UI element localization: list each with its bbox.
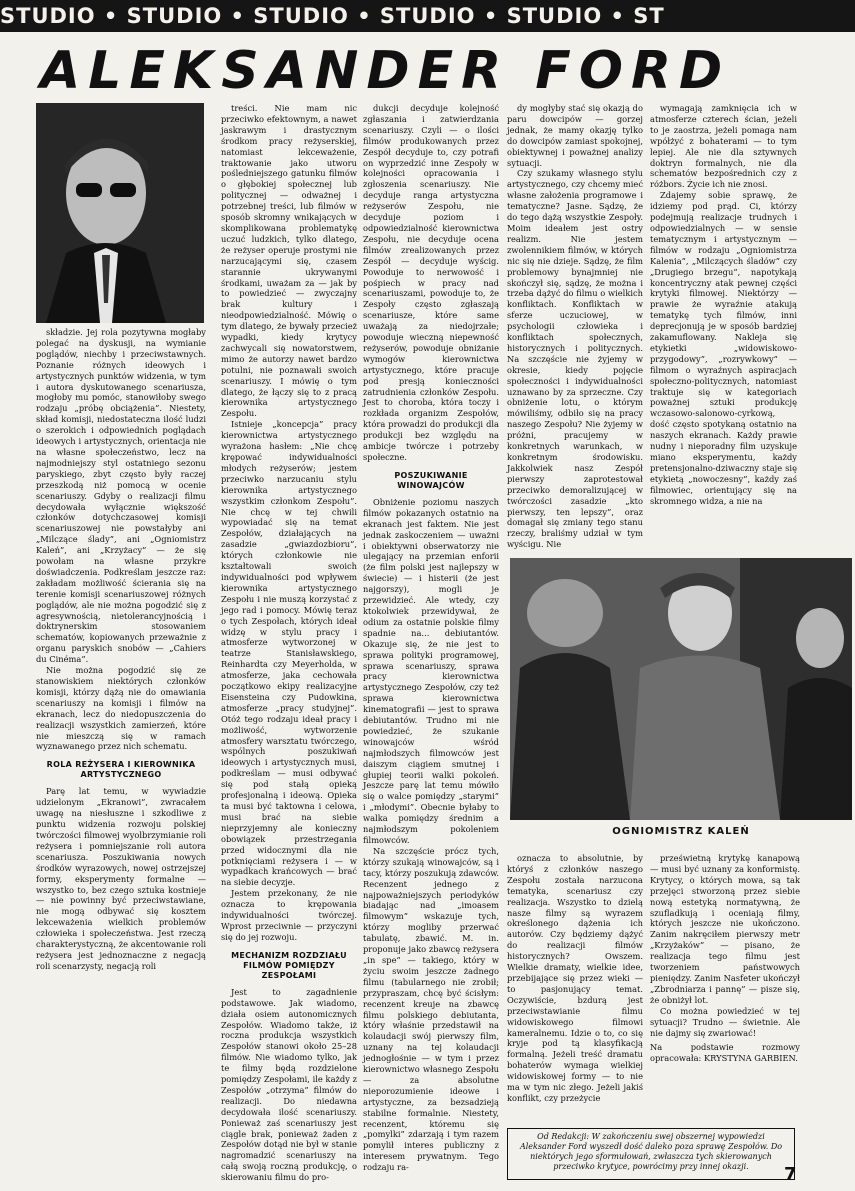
- section-heading: ROLA REŻYSERA I KIEROWNIKA ARTYSTYCZNEGO: [46, 760, 196, 780]
- paragraph: dy mogłyby stać się okazją do paru dowcipów — gorzej jednak, że mamy okazję tylko do dowcipów zamiast spokojnej, obiektywnej i poważnej analizy sytuacji.: [507, 103, 643, 168]
- paragraph: Obniżenie poziomu naszych filmów pokazanych ostatnio na ekranach jest faktem. Nie jest jednak zaskoczeniem — uważni i obiektywni obserwatorzy nie ulegający na przemian enforii (że film polski jest najlepszy w świecie) — i histerii (że jest najgorszy), mogli je przewidzieć. Ale wtedy, czy ktokolwiek przewidywał, że odium za ostatnie polskie filmy spadnie na... debiutantów. Okazuje się, że nie jest to sprawa polityki programowej, sprawa scenariuszy, sprawa pracy kierownictwa artystycznego Zespołów, czy też sprawa kierownictwa kinematografii — jest to sprawa debiutantów. Trudno mi nie powiedzieć, że szukanie winowajców wśród najmłodszych filmowców jest daiszym ciągiem smutnej i głupiej teorii walki pokoleń. Jeszcze parę lat temu mówiło się o walce pomiędzy „starymi” i „młodymi”. Obecnie byłaby to walka pomiędzy średnim a najmłodszym pokoleniem filmowców.: [363, 496, 499, 845]
- portrait-photo: [36, 103, 204, 323]
- film-still-photo: [510, 558, 852, 820]
- paragraph: prześwietną krytykę kanapową — musi być uznany za konformistę. Krytycy, o których mowa, są tak przejęci stworzoną przez siebie nową estetyką normatywną, że szufladkują i oceniają filmy, których jeszcze nie ukończono. Zanim nakręciłem pierwszy metr „Krzyżaków” — pisano, że realizacja tego filmu jest tworzeniem państwowych pieniędzy. Zanim Nasfeter ukończył „Zbrodniarza i pannę” — pisze się, że obniżył lot.: [650, 853, 800, 1005]
- editor-note: Od Redakcji: W zakończeniu swej obszernej wypowiedzi Aleksander Ford wyszedł dość daleko poza sprawę Zespołów. Do niektórych jego sformułowań, zwłaszcza tych skierowanych przeciwko krytyce, powrócimy przy innej okazji.: [507, 1128, 795, 1180]
- paragraph: Jestem przekonany, że nie oznacza to krępowania indywidualności twórczej. Wprost przeciwnie — przyczyni się do jej rozwoju.: [221, 888, 357, 942]
- text-column-1: [36, 327, 206, 1167]
- paragraph: składzie. Jej rola pozytywna mogłaby polegać na dyskusji, na wymianie poglądów, niechby i przeciwstawnych. Poznanie różnych ideowych i artystycznych punktów widzenia, w tym i autora dyskutowanego scenariusza, mogłoby mu pomóc, stanowiłoby swego rodzaju „próbę obciążenia”. Niestety, skład komisji, niedostateczna ilość ludzi o szerokich i odpowiednich poglądach ideowych i artystycznych, orientacja nie na własne społeczeństwo, lecz na najmodniejszy styl ostatniego sezonu paryskiego, zbyt często były raczej przeszkodą niż pomocą w ocenie scenariuszy. Gdyby o realizacji filmu decydowała wyłącznie większość członków dotychczasowej komisji scenariuszowej nie powstałyby ani „Milczące ślady”, ani „Ogniomistrz Kaleń”, ani „Krzyżacy” — że się powołam na własne przykre doświadczenia. Podkreślam jeszcze raz: zakładam możliwość ścierania się na terenie komisji scenariuszowej różnych poglądów, ale nie można pogodzić się z agresywnością, nietolerancyjnością i doktrynerskim stosowaniem schematów, kopiowanych przeważnie z organu paryskich snobów — „Cahiers du Cinéma”.: [36, 327, 206, 665]
- text-column-2: [221, 103, 357, 1183]
- text-column-5: [650, 103, 797, 553]
- page-number: 7: [784, 1164, 797, 1185]
- text-column-6: [507, 853, 643, 1127]
- paragraph: wymagają zamknięcia ich w atmosferze czterech ścian, jeżeli to je zaostrza, jeżeli pomaga nam wpółżyć z bohaterami — to tym lepiej. Ale nie dla sztywnych doktryn formalnych, nie dla schematów bezpośrednich czy z różbors. Życie ich nie znosi.: [650, 103, 797, 190]
- author-credit: Na podstawie rozmowy opracowała: KRYSTYNA GARBIEN.: [650, 1042, 800, 1064]
- paragraph: Nie można pogodzić się ze stanowiskiem niektórych członków komisji, którzy dążą nie do omawiania scenariuszy na komisji i filmów na ekranach, lecz do niedopuszczenia do realizacji wszystkich zamierzeń, które nie mieszczą się w ramach wyznawanego przez nich schematu.: [36, 665, 206, 752]
- paragraph: oznacza to absolutnie, by któryś z członków naszego Zespołu została narzucona tematyka, scenariusz czy realizacja. Wszystko to dzielą nasze filmy są wyrazem określonego dążenia ich autorów. Czy będziemy dążyć do realizacji filmów historycznych? Owszem. Wielkie dramaty, wielkie idee, przebijające się przez wieki — to pasjonujący temat. Oczywiście, bzdurą jest przeciwstawianie filmu widowiskowego filmowi kameralnemu. Idzie o to, co się kryje pod tą klasyfikacją formalną. Jeżeli treść dramatu bohaterów wymaga wielkiej widowiskowej formy — to nie ma w tym nic złego. Jeżeli jakiś konflikt, czy przeżycie: [507, 853, 643, 1103]
- paragraph: Co można powiedzieć w tej sytuacji? Trudno — świetnie. Ale nie dajmy się zwariować!: [650, 1005, 800, 1038]
- paragraph: Zdajemy sobie sprawę, że idziemy pod prąd. Ci, którzy podejmują realizacje trudnych i odpowiedzialnych — w sensie tematycznym i artystycznym — filmów w rodzaju „Ogniomistrza Kalenia”, „Milczących śladów” czy „Drugiego brzegu”, napotykają koncentryczny atak pewnej części krytyki filmowej. Niektórzy — prawie że wyraźnie atakują tematykę tych filmów, inni deprecjonują je w sposób bardziej zakamuflowany. Nakleja się etykietki „widowiskowo-przygodowy”, „rozrywkowy” — filmom o wyraźnych aspiracjach społeczno-politycznych, natomiast traktuje się w kategoriach poważnej sztuki produkcję wczasowo-salonowo-cyrkową, dość często spotykaną ostatnio na naszych ekranach. Każdy prawie nudny i nieporadny film uzyskuje miano eksperymentu, każdy pretensjonalno-dziwaczny staje się etykietą „nowoczesny”, każdy zaś filmowiec, orientujący się na skromnego widza, a nie na: [650, 190, 797, 506]
- paragraph: dukcji decyduje kolejność zgłaszania i zatwierdzania scenariuszy. Czyli — o ilości filmów produkowanych przez Zespół decyduje to, czy potrafi on wyprzedzić inne Zespoły w kolejności opracowania i zgłoszenia scenariuszy. Nie decyduje ranga artystyczna reżyserów Zespołu, nie decyduje poziom i odpowiedzialność kierownictwa Zespołu, nie decyduje ocena filmów zrealizowanych przez Zespół — decyduje wyścig. Powoduje to nerwowość i pośpiech w pracy nad scenariuszami, powoduje to, że Zespoły często zgłaszają scenariusze, które same uważają za niedojrzałe; powoduje wieczną niepewność reżyserów, powoduje obniżanie wymogów kierownictwa artystycznego, które pracuje pod presją konieczności zatrudnienia członków Zespołu. Jest to choroba, która toczy i rozkłada organizm Zespołów, która prowadzi do produkcji dla produkcji bez względu na ambicje twórcze i potrzeby społeczne.: [363, 103, 499, 462]
- paragraph: treści. Nie mam nic przeciwko efektownym, a nawet jaskrawym i drastycznym środkom pracy reżyserskiej, natomiast lekceważenie, traktowanie jako utworu pośledniejszego gatunku filmów o głębokiej społecznej lub politycznej — odważnej i potrzebnej treści, lub filmów w sposób skromny wnikających w skomplikowana problematykę uczuć ludzkich, tylko dlatego, że reżyser operuje prostymi nie narzucającymi się, czasem starannie ukrywanymi środkami, uważam za — jak by to powiedzieć — zwyczajny brak kultury i nieodpowiedzialność. Mówię o tym dlatego, że bywały przecież wypadki, kiedy krytycy zachwycali się nowatorstwem, mimo że autorzy nawet bardzo potulni, nie poznawali swoich scenariuszy. I mówię o tym dlatego, że łączy się to z pracą kierownika artystycznego Zespołu.: [221, 103, 357, 419]
- text-column-3: [363, 103, 499, 1173]
- section-heading: MECHANIZM ROZDZIAŁU FILMÓW POMIĘDZY ZESPOŁAMI: [231, 950, 347, 980]
- paragraph: Parę lat temu, w wywiadzie udzielonym „Ekranowi”, zwracałem uwagę na niesłuszne i szkodliwe z punktu widzenia rozwoju polskiej twórczości filmowej wyolbrzymianie roli reżysera i pomniejszanie roli autora scenariusza. Poszukiwania nowych środków wyrazowych, nowej ostrzejszej formy, eksperymenty formalne — wszystko to, bez czego sztuka kostnieje — nie powinny być przeciwstawiane, nie mogą odbywać się kosztem lekceważenia wielkich problemów człowieka i społeczeństwa. Jest rzeczą charakterystyczną, że akcentowanie roli reżysera jest jednoznaczne z negacją roli scenarzysty, negacją roli: [36, 786, 206, 971]
- paragraph: Jest to zagadnienie podstawowe. Jak wiadomo, działa osiem autonomicznych Zespołów. Wiadomo także, iż roczna produkcja wszystkich Zespołów stanowi około 25–28 filmów. Nie wiadomo tylko, jak te filmy będą rozdzielone pomiędzy Zespołami, ile każdy z Zespołów „otrzyma” filmów do realizacji. Do niedawna decydowała ilość scenariuszy. Ponieważ zaś scenariuszy jest ciągle brak, ponieważ żaden z Zespołów dotąd nie był w stanie nagromadzić scenariuszy na całą swoją roczną produkcję, o skierowaniu filmu do pro-: [221, 986, 357, 1183]
- photo-caption: OGNIOMISTRZ KALEŃ: [612, 826, 750, 837]
- text-column-7: [650, 853, 800, 1127]
- paragraph: Istnieje „koncepcja” pracy kierownictwa artystycznego wyrażona hasłem: „Nie chcę krępować indywidualności młodych reżyserów; jestem przeciwko narzucaniu stylu kierownika artystycznego wszystkim członkom Zespołu”. Nie chcę w tej chwili wypowiadać się na temat Zespołów, działających na zasadzie „gwiazdozbioru”, których członkowie nie kształtowali swoich indywidualności pod wpływem kierownika artystycznego Zespołu i nie muszą korzystać z jego rad i pomocy. Mówię teraz o tych Zespołach, których ideał widzę w stylu pracy i atmosferze wytworzonej w teatrze Stanisławskiego, Reinhardta czy Meyerholda, w atmosferze, jaka cechowała początkowo ekipy realizacyjne Eisensteina czy Pudowkina, atmosferze „pracy studyjnej”. Otóż tego rodzaju ideał pracy i możliwość, wytworzenie atmosfery warsztatu twórczego, wspólnych poszukiwań ideowych i artystycznych musi, podkreślam — musi odbywać się pod stałą opieką profesjonalną i ideową. Opieka ta musi być taktowna i celowa, musi brać na siebie nieprzyjemny ale konieczny obowiązek przestrzegania przed widocznymi dla nie potknięciami reżysera i — w wypadkach krańcowych — brać na siebie decyzje.: [221, 419, 357, 888]
- section-banner: STUDIO • STUDIO • STUDIO • STUDIO • STUDIO • ST: [0, 0, 855, 32]
- section-heading: POSZUKIWANIE WINOWAJCÓW: [394, 470, 468, 490]
- paragraph: Na szczęście prócz tych, którzy szukają winowajców, są i tacy, którzy poszukują zdawców. Recenzent jednego z najpoważniejszych periodyków biadając nad „imoasem filmowym” wskazuje tych, którzy mogliby przerwać tabulatę, zbawić. M. in. proponuje jako zbawcę reżysera „in spe” — takiego, który w życiu swoim jeszcze żadnego filmu (tabularnego nie zrobił; przypraszam, chcę być ścisłym: recenzent kreuje na zbawcę filmu polskiego debiutanta, który właśnie przedstawił na kolaudacji swój pierwszy film, uznany na tej kolaudacji jednogłośnie — w tym i przez kierownictwo własnego Zespołu — za absolutne nieporozumienie ideowe i artystyczne, za bezsadzieją stabilne formalnie. Niestety, recenzent, któremu się „pomylki” zdarzają i tym razem pomylił interes publiczny z interesem prywatnym. Tego rodzaju ra-: [363, 845, 499, 1173]
- paragraph: Czy szukamy własnego stylu artystycznego, czy chcemy mieć własne założenia programowe i tematyczne? Jasne. Sądzę, że do tego dążą wszystkie Zespoły. Moim ideałem jest ostry realizm. Nie jestem zwolennikiem filmów, w których nic się nie dzieje. Sądzę, że film problemowy bynajmniej nie skończył się, sądzę, że można i trzeba dążyć do filmu o wielkich konfliktach. Konfliktach w sferze uczuciowej, w psychologii człowieka i konfliktach społecznych, historycznych i politycznych. Na szczęście nie żyjemy w okresie, kiedy pojęcie społeczności i indywidualności uznawano by za sprzeczne. Czy obniżenie lotu, o którym mówiliśmy, odbiło się na pracy naszego Zespołu? Nie żyjemy w próżni, pracujemy w konkretnych warunkach, w konkretnym środowisku. Jakkolwiek nasz Zespół pierwszy zaprotestował przeciwko demoralizującej w twórczości zasadzie „kto pierwszy, ten lepszy”, oraz domagał się zmiany tego stanu rzeczy, braliśmy udział w tym wyścigu. Nie: [507, 168, 643, 550]
- article-title: ALEKSANDER FORD: [40, 41, 731, 101]
- text-column-4: [507, 103, 643, 553]
